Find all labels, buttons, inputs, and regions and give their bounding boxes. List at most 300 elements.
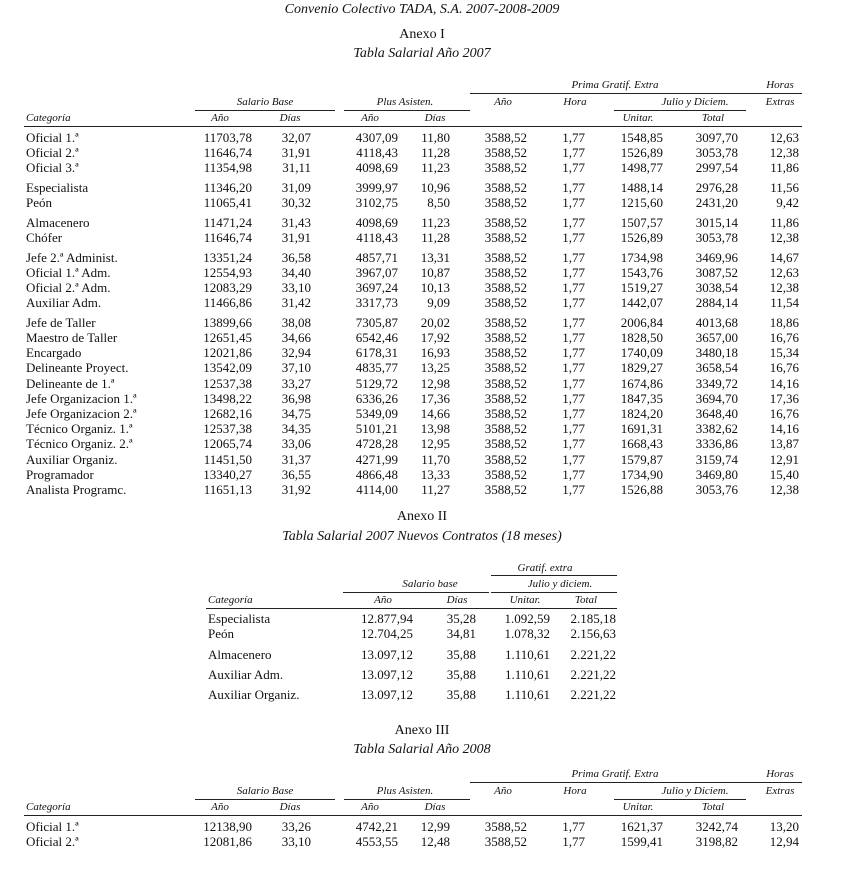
cell-salario-dias: 31,91 (281, 145, 311, 160)
cell-total: 3015,14 (695, 215, 738, 230)
cell-categoria: Oficial 2.ª Adm. (26, 280, 111, 295)
cell-salario-ano: 12081,86 (203, 834, 252, 849)
cell-salario-ano: 13.097,12 (361, 667, 413, 682)
cell-salario-dias: 31,92 (281, 482, 311, 497)
cell-prima-ano: 3588,52 (484, 130, 527, 145)
cell-total: 3469,96 (695, 250, 738, 265)
cell-extras: 16,76 (769, 360, 799, 375)
cell-salario-dias: 36,98 (281, 391, 311, 406)
cell-categoria: Jefe de Taller (26, 315, 96, 330)
cell-categoria: Oficial 1.ª Adm. (26, 265, 111, 280)
cell-salario-dias: 35,28 (446, 611, 476, 626)
cell-categoria: Programador (26, 467, 94, 482)
annex3-subtitle: Tabla Salarial Año 2008 (353, 742, 491, 757)
cell-plus-dias: 10,96 (420, 180, 450, 195)
cell-extras: 12,38 (769, 280, 799, 295)
cell-categoria: Jefe 2.ª Administ. (26, 250, 118, 265)
cell-salario-ano: 11651,13 (203, 482, 252, 497)
cell-salario-dias: 31,09 (281, 180, 311, 195)
cell-extras: 11,86 (770, 160, 799, 175)
cell-prima-ano: 3588,52 (484, 295, 527, 310)
cell-unitar: 1599,41 (620, 834, 663, 849)
cell-plus-dias: 10,87 (420, 265, 450, 280)
cell-plus-dias: 12,48 (420, 834, 450, 849)
annex3-group-horas: Horas (766, 768, 794, 780)
cell-extras: 13,20 (769, 819, 799, 834)
cell-prima-hora: 1,77 (562, 315, 585, 330)
cell-plus-ano: 4098,69 (355, 160, 398, 175)
cell-unitar: 2006,84 (620, 315, 663, 330)
cell-unitar: 1734,90 (620, 467, 663, 482)
cell-plus-ano: 3697,24 (355, 280, 398, 295)
cell-categoria: Almacenero (208, 647, 272, 662)
cell-salario-ano: 12065,74 (203, 436, 252, 451)
cell-unitar: 1526,89 (620, 230, 663, 245)
cell-plus-dias: 11,23 (421, 215, 450, 230)
cell-plus-ano: 4307,09 (355, 130, 398, 145)
annex3-col-ano-prima: Año (494, 785, 512, 797)
cell-total: 3038,54 (695, 280, 738, 295)
cell-plus-dias: 17,36 (420, 391, 450, 406)
cell-extras: 12,91 (769, 452, 799, 467)
cell-unitar: 1442,07 (620, 295, 663, 310)
annex3-col-total: Total (701, 801, 725, 813)
cell-unitar: 1215,60 (620, 195, 663, 210)
cell-prima-hora: 1,77 (562, 330, 585, 345)
cell-salario-dias: 34,40 (281, 265, 311, 280)
cell-plus-dias: 8,50 (427, 195, 450, 210)
cell-plus-ano: 7305,87 (355, 315, 398, 330)
annex2-group-julio: Julio y diciem. (527, 578, 593, 590)
annex2-col-unitar: Unitar. (509, 594, 541, 606)
cell-plus-ano: 4835,77 (355, 360, 398, 375)
cell-salario-ano: 11471,24 (203, 215, 252, 230)
cell-total: 3648,40 (695, 406, 738, 421)
cell-salario-ano: 11346,20 (203, 180, 252, 195)
cell-salario-dias: 31,11 (282, 160, 311, 175)
annex3-col-ano-salario: Año (211, 801, 229, 813)
cell-total: 2.221,22 (570, 647, 616, 662)
cell-extras: 12,63 (769, 265, 799, 280)
cell-categoria: Oficial 2.ª (26, 834, 79, 849)
cell-prima-hora: 1,77 (562, 376, 585, 391)
cell-plus-dias: 20,02 (420, 315, 450, 330)
cell-prima-ano: 3588,52 (484, 819, 527, 834)
cell-extras: 18,86 (769, 315, 799, 330)
cell-categoria: Peón (208, 626, 234, 641)
cell-categoria: Encargado (26, 345, 82, 360)
cell-salario-dias: 34,81 (446, 626, 476, 641)
cell-prima-ano: 3588,52 (484, 315, 527, 330)
cell-categoria: Peón (26, 195, 52, 210)
cell-prima-hora: 1,77 (562, 406, 585, 421)
cell-prima-ano: 3588,52 (484, 145, 527, 160)
annex1-group-plus: Plus Asisten. (376, 96, 434, 108)
cell-salario-ano: 12682,16 (203, 406, 252, 421)
annex2-group-gratif: Gratif. extra (517, 562, 573, 574)
cell-total: 3242,74 (695, 819, 738, 834)
cell-plus-ano: 3317,73 (355, 295, 398, 310)
cell-unitar: 1668,43 (620, 436, 663, 451)
annex1-subtitle: Tabla Salarial Año 2007 (353, 46, 491, 61)
cell-prima-hora: 1,77 (562, 145, 585, 160)
cell-plus-ano: 4728,28 (355, 436, 398, 451)
cell-salario-ano: 11703,78 (203, 130, 252, 145)
annex1-col-total: Total (701, 112, 725, 124)
cell-prima-ano: 3588,52 (484, 436, 527, 451)
cell-prima-hora: 1,77 (562, 295, 585, 310)
cell-plus-ano: 4118,43 (356, 145, 398, 160)
cell-prima-hora: 1,77 (562, 391, 585, 406)
cell-categoria: Oficial 3.ª (26, 160, 79, 175)
cell-salario-ano: 13899,66 (203, 315, 252, 330)
cell-salario-ano: 12554,93 (203, 265, 252, 280)
cell-prima-hora: 1,77 (562, 250, 585, 265)
cell-plus-ano: 4118,43 (356, 230, 398, 245)
cell-salario-dias: 31,42 (281, 295, 311, 310)
cell-extras: 15,40 (769, 467, 799, 482)
cell-prima-hora: 1,77 (562, 160, 585, 175)
annex3-title: Anexo III (394, 723, 450, 738)
cell-total: 3349,72 (695, 376, 738, 391)
cell-extras: 12,38 (769, 230, 799, 245)
annex1-col-extras: Extras (765, 96, 795, 108)
cell-salario-ano: 11646,74 (203, 145, 252, 160)
cell-prima-ano: 3588,52 (484, 230, 527, 245)
cell-total: 3053,78 (695, 230, 738, 245)
annex3-col-dias-salario: Días (279, 801, 301, 813)
cell-plus-ano: 4098,69 (355, 215, 398, 230)
cell-unitar: 1621,37 (620, 819, 663, 834)
cell-prima-ano: 3588,52 (484, 406, 527, 421)
cell-extras: 14,16 (769, 421, 799, 436)
cell-categoria: Oficial 2.ª (26, 145, 79, 160)
annex1-col-hora: Hora (563, 96, 587, 108)
cell-plus-ano: 5349,09 (355, 406, 398, 421)
cell-prima-ano: 3588,52 (484, 376, 527, 391)
cell-total: 3658,54 (695, 360, 738, 375)
cell-extras: 12,38 (769, 482, 799, 497)
cell-categoria: Analista Programc. (26, 482, 127, 497)
cell-prima-ano: 3588,52 (484, 391, 527, 406)
cell-unitar: 1507,57 (620, 215, 663, 230)
cell-salario-dias: 33,27 (281, 376, 311, 391)
cell-salario-ano: 11065,41 (203, 195, 252, 210)
cell-plus-ano: 6542,46 (355, 330, 398, 345)
annex1-col-dias-salario: Días (279, 112, 301, 124)
cell-prima-ano: 3588,52 (484, 330, 527, 345)
cell-salario-ano: 12537,38 (203, 376, 252, 391)
cell-plus-dias: 12,98 (420, 376, 450, 391)
cell-salario-dias: 32,07 (281, 130, 311, 145)
annex2-col-total: Total (574, 594, 598, 606)
annex1-title: Anexo I (399, 27, 445, 42)
cell-prima-hora: 1,77 (562, 421, 585, 436)
cell-unitar: 1824,20 (620, 406, 663, 421)
cell-unitar: 1740,09 (620, 345, 663, 360)
cell-categoria: Auxiliar Organiz. (26, 452, 118, 467)
cell-plus-ano: 4866,48 (355, 467, 398, 482)
cell-prima-ano: 3588,52 (484, 215, 527, 230)
annex1-col-ano-prima: Año (494, 96, 512, 108)
cell-total: 2.221,22 (570, 667, 616, 682)
annex1-group-horas: Horas (766, 79, 794, 91)
cell-plus-ano: 6178,31 (355, 345, 398, 360)
cell-plus-ano: 6336,26 (355, 391, 398, 406)
cell-total: 3087,52 (695, 265, 738, 280)
cell-plus-dias: 16,93 (420, 345, 450, 360)
cell-total: 3097,70 (695, 130, 738, 145)
cell-salario-ano: 11646,74 (203, 230, 252, 245)
cell-total: 2.156,63 (570, 626, 616, 641)
cell-extras: 11,56 (770, 180, 799, 195)
cell-salario-dias: 35,88 (446, 647, 476, 662)
cell-unitar: 1519,27 (620, 280, 663, 295)
cell-plus-ano: 5101,21 (355, 421, 398, 436)
annex3-col-ano-plus: Año (361, 801, 379, 813)
cell-categoria: Técnico Organiz. 2.ª (26, 436, 133, 451)
cell-prima-ano: 3588,52 (484, 195, 527, 210)
cell-plus-ano: 4857,71 (355, 250, 398, 265)
annex1-col-dias-plus: Días (424, 112, 446, 124)
cell-plus-dias: 12,99 (420, 819, 450, 834)
cell-extras: 11,86 (770, 215, 799, 230)
cell-unitar: 1829,27 (620, 360, 663, 375)
cell-prima-ano: 3588,52 (484, 834, 527, 849)
cell-unitar: 1.078,32 (504, 626, 550, 641)
cell-salario-dias: 34,66 (281, 330, 311, 345)
cell-total: 2884,14 (695, 295, 738, 310)
cell-unitar: 1691,31 (620, 421, 663, 436)
cell-total: 2.185,18 (570, 611, 616, 626)
cell-plus-dias: 11,27 (421, 482, 450, 497)
annex2-col-categoria: Categoría (208, 594, 253, 606)
cell-salario-ano: 12.704,25 (361, 626, 413, 641)
cell-plus-dias: 10,13 (420, 280, 450, 295)
cell-salario-ano: 12651,45 (203, 330, 252, 345)
cell-unitar: 1498,77 (620, 160, 663, 175)
cell-total: 2.221,22 (570, 687, 616, 702)
cell-salario-dias: 33,10 (281, 834, 311, 849)
cell-plus-ano: 5129,72 (355, 376, 398, 391)
cell-salario-ano: 12138,90 (203, 819, 252, 834)
annex3-group-salario: Salario Base (236, 785, 294, 797)
annex2-col-dias: Días (446, 594, 468, 606)
cell-total: 3694,70 (695, 391, 738, 406)
cell-prima-hora: 1,77 (562, 819, 585, 834)
cell-prima-hora: 1,77 (562, 280, 585, 295)
cell-plus-ano: 4742,21 (355, 819, 398, 834)
annex2-col-ano: Año (374, 594, 392, 606)
cell-prima-hora: 1,77 (562, 467, 585, 482)
cell-total: 2976,28 (695, 180, 738, 195)
annex3-group-prima: Prima Gratif. Extra (571, 768, 659, 780)
cell-total: 2431,20 (695, 195, 738, 210)
cell-salario-dias: 31,91 (281, 230, 311, 245)
cell-total: 3198,82 (695, 834, 738, 849)
cell-salario-ano: 13.097,12 (361, 687, 413, 702)
cell-unitar: 1488,14 (620, 180, 663, 195)
cell-salario-dias: 34,75 (281, 406, 311, 421)
cell-plus-dias: 13,98 (420, 421, 450, 436)
cell-unitar: 1548,85 (620, 130, 663, 145)
cell-salario-dias: 31,43 (281, 215, 311, 230)
cell-prima-ano: 3588,52 (484, 250, 527, 265)
cell-extras: 16,76 (769, 406, 799, 421)
cell-categoria: Delineante Proyect. (26, 360, 129, 375)
cell-plus-dias: 12,95 (420, 436, 450, 451)
cell-salario-dias: 30,32 (281, 195, 311, 210)
cell-unitar: 1526,89 (620, 145, 663, 160)
cell-total: 4013,68 (695, 315, 738, 330)
cell-plus-dias: 14,66 (420, 406, 450, 421)
cell-unitar: 1734,98 (620, 250, 663, 265)
cell-salario-ano: 13542,09 (203, 360, 252, 375)
cell-salario-ano: 11451,50 (203, 452, 252, 467)
cell-prima-hora: 1,77 (562, 195, 585, 210)
document-title: Convenio Colectivo TADA, S.A. 2007-2008-2009 (284, 2, 560, 17)
cell-unitar: 1579,87 (620, 452, 663, 467)
cell-extras: 12,94 (769, 834, 799, 849)
cell-salario-ano: 13.097,12 (361, 647, 413, 662)
cell-total: 3159,74 (695, 452, 738, 467)
cell-prima-ano: 3588,52 (484, 421, 527, 436)
cell-salario-dias: 31,37 (281, 452, 311, 467)
cell-salario-dias: 33,06 (281, 436, 311, 451)
cell-unitar: 1.110,61 (504, 687, 550, 702)
cell-salario-dias: 36,55 (281, 467, 311, 482)
annex3-header-rule (24, 815, 802, 816)
cell-total: 3480,18 (695, 345, 738, 360)
annex1-col-ano-plus: Año (361, 112, 379, 124)
annex3-col-dias-plus: Días (424, 801, 446, 813)
cell-prima-hora: 1,77 (562, 834, 585, 849)
annex3-rule-salario (195, 799, 335, 800)
cell-extras: 15,34 (769, 345, 799, 360)
cell-prima-hora: 1,77 (562, 215, 585, 230)
cell-extras: 16,76 (769, 330, 799, 345)
cell-categoria: Técnico Organiz. 1.ª (26, 421, 133, 436)
cell-prima-ano: 3588,52 (484, 345, 527, 360)
cell-unitar: 1828,50 (620, 330, 663, 345)
cell-plus-dias: 13,33 (420, 467, 450, 482)
cell-extras: 12,38 (769, 145, 799, 160)
cell-salario-dias: 38,08 (281, 315, 311, 330)
cell-categoria: Auxiliar Organiz. (208, 687, 300, 702)
cell-plus-ano: 3967,07 (355, 265, 398, 280)
cell-salario-ano: 13351,24 (203, 250, 252, 265)
cell-total: 3336,86 (695, 436, 738, 451)
cell-plus-dias: 11,23 (421, 160, 450, 175)
cell-prima-hora: 1,77 (562, 265, 585, 280)
cell-categoria: Auxiliar Adm. (208, 667, 284, 682)
annex1-col-categoria: Categoría (26, 112, 71, 124)
cell-total: 2997,54 (695, 160, 738, 175)
cell-extras: 14,16 (769, 376, 799, 391)
annex1-col-ano-salario: Año (211, 112, 229, 124)
cell-salario-dias: 37,10 (281, 360, 311, 375)
cell-prima-hora: 1,77 (562, 230, 585, 245)
cell-prima-ano: 3588,52 (484, 360, 527, 375)
cell-salario-ano: 12.877,94 (361, 611, 413, 626)
annex3-rule-julio (614, 799, 746, 800)
cell-unitar: 1.110,61 (504, 667, 550, 682)
cell-salario-ano: 12021,86 (203, 345, 252, 360)
annex1-group-julio: Julio y Diciem. (661, 96, 729, 108)
cell-categoria: Especialista (26, 180, 89, 195)
cell-unitar: 1674,86 (620, 376, 663, 391)
cell-salario-dias: 33,26 (281, 819, 311, 834)
cell-unitar: 1847,35 (620, 391, 663, 406)
cell-extras: 9,42 (776, 195, 799, 210)
cell-prima-ano: 3588,52 (484, 452, 527, 467)
cell-unitar: 1526,88 (620, 482, 663, 497)
cell-prima-ano: 3588,52 (484, 467, 527, 482)
cell-extras: 17,36 (769, 391, 799, 406)
cell-categoria: Auxiliar Adm. (26, 295, 102, 310)
cell-prima-hora: 1,77 (562, 345, 585, 360)
annex3-col-categoria: Categoría (26, 801, 71, 813)
cell-prima-hora: 1,77 (562, 482, 585, 497)
cell-plus-dias: 11,70 (421, 452, 450, 467)
cell-extras: 13,87 (769, 436, 799, 451)
annex3-col-extras: Extras (765, 785, 795, 797)
cell-total: 3382,62 (695, 421, 738, 436)
annex1-group-prima: Prima Gratif. Extra (571, 79, 659, 91)
cell-unitar: 1543,76 (620, 265, 663, 280)
cell-salario-ano: 11466,86 (203, 295, 252, 310)
cell-categoria: Oficial 1.ª (26, 130, 79, 145)
cell-plus-ano: 4114,00 (356, 482, 398, 497)
cell-prima-hora: 1,77 (562, 436, 585, 451)
cell-plus-dias: 13,25 (420, 360, 450, 375)
cell-plus-dias: 17,92 (420, 330, 450, 345)
cell-salario-dias: 35,88 (446, 687, 476, 702)
cell-total: 3053,78 (695, 145, 738, 160)
cell-prima-ano: 3588,52 (484, 265, 527, 280)
cell-plus-ano: 3999,97 (355, 180, 398, 195)
cell-total: 3657,00 (695, 330, 738, 345)
cell-prima-ano: 3588,52 (484, 160, 527, 175)
cell-salario-dias: 32,94 (281, 345, 311, 360)
cell-salario-dias: 33,10 (281, 280, 311, 295)
annex2-title: Anexo II (396, 509, 448, 524)
cell-salario-dias: 35,88 (446, 667, 476, 682)
cell-salario-ano: 12537,38 (203, 421, 252, 436)
cell-salario-ano: 13340,27 (203, 467, 252, 482)
cell-plus-dias: 9,09 (427, 295, 450, 310)
cell-salario-ano: 11354,98 (203, 160, 252, 175)
cell-salario-dias: 36,58 (281, 250, 311, 265)
annex3-rule-prima (470, 782, 802, 783)
annex3-col-hora: Hora (563, 785, 587, 797)
cell-total: 3469,80 (695, 467, 738, 482)
cell-plus-dias: 13,31 (420, 250, 450, 265)
annex3-group-julio: Julio y Diciem. (661, 785, 729, 797)
cell-extras: 12,63 (769, 130, 799, 145)
annex3-rule-plus (344, 799, 470, 800)
annex3-col-unitar: Unitar. (622, 801, 654, 813)
cell-plus-dias: 11,28 (421, 145, 450, 160)
cell-salario-ano: 12083,29 (203, 280, 252, 295)
cell-categoria: Almacenero (26, 215, 90, 230)
cell-prima-hora: 1,77 (562, 360, 585, 375)
cell-prima-ano: 3588,52 (484, 482, 527, 497)
cell-prima-hora: 1,77 (562, 180, 585, 195)
cell-plus-dias: 11,80 (421, 130, 450, 145)
cell-categoria: Jefe Organizacion 1.ª (26, 391, 137, 406)
cell-extras: 14,67 (769, 250, 799, 265)
